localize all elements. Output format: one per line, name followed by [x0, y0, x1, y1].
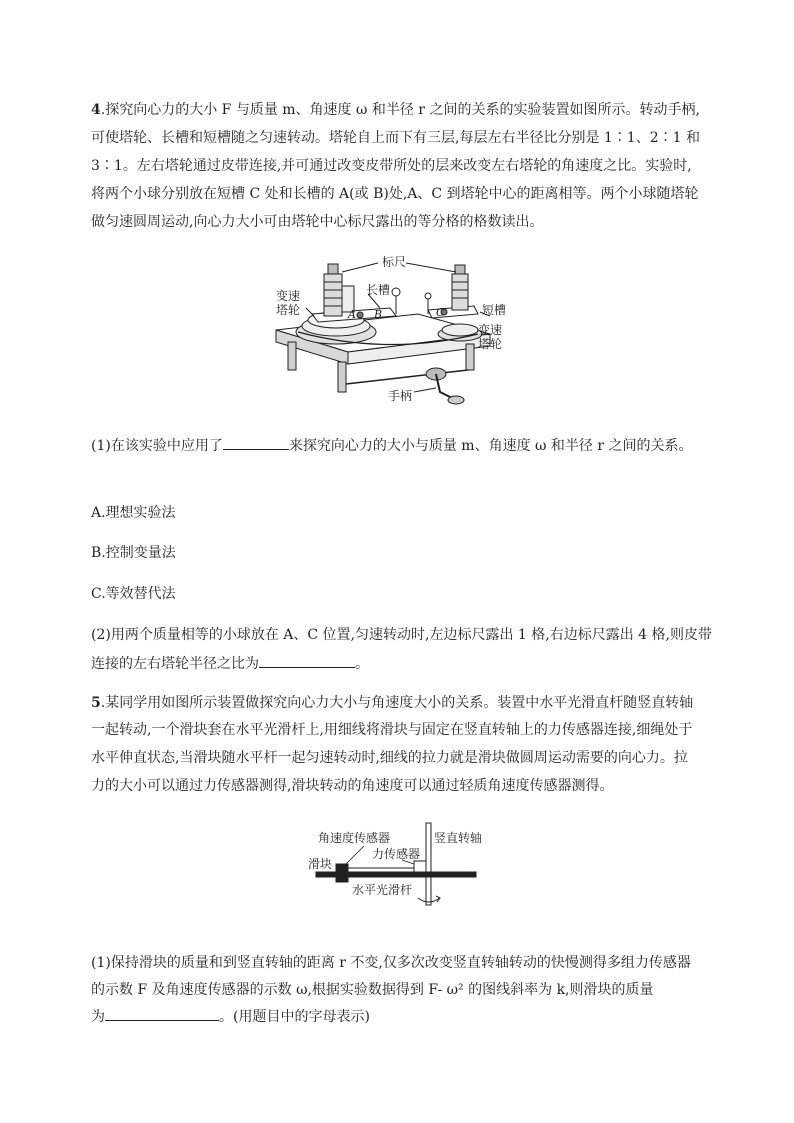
q4-line-3: 3∶1。左右塔轮通过皮带连接,并可通过改变皮带所处的层来改变左右塔轮的角速度之比。实验时,	[91, 158, 692, 174]
q4-sub2-suffix: 。	[355, 656, 369, 672]
label-left-wheel-1: 变速	[276, 289, 301, 303]
q4-sub1	[91, 435, 692, 456]
q4-line-2: 可使塔轮、长槽和短槽随之匀速转动。塔轮自上而下有三层,每层左右半径比分别是 1∶1、2∶1 和	[91, 130, 700, 146]
q4-sub1-answer-blank[interactable]	[223, 435, 289, 450]
q5-sub1-line-2: 的示数 F 及角速度传感器的示数 ω,根据实验数据得到 F- ω² 的图线斜率为 k,则滑块的质量	[91, 982, 654, 998]
q4-sub1-prefix: (1)在该实验中应用了	[91, 438, 223, 454]
q4-number: 4	[91, 102, 101, 118]
q5-sub1-suffix: 。(用题目中的字母表示)	[219, 1009, 370, 1025]
label-angular-sensor: 角速度传感器	[318, 831, 391, 845]
q4-apparatus-figure	[268, 252, 508, 414]
q5-sub1-prefix: 为	[91, 1009, 105, 1025]
q4-option-c: C.等效替代法	[91, 586, 176, 602]
label-b: B	[374, 308, 383, 321]
q5-number: 5	[91, 695, 101, 711]
label-right-wheel-2: 塔轮	[478, 337, 503, 351]
label-rod: 水平光滑杆	[352, 883, 413, 897]
label-vertical-axis: 竖直转轴	[434, 831, 483, 845]
q5-slider-figure	[306, 820, 496, 912]
q4-option-a: A.理想实验法	[91, 505, 176, 521]
q4-line-5: 做匀速圆周运动,向心力大小可由塔轮中心标尺露出的等分格的格数读出。	[91, 214, 544, 230]
q4-sub2-answer-blank[interactable]	[259, 653, 355, 668]
label-right-wheel-1: 变速	[478, 323, 503, 337]
q4-line-1	[91, 100, 700, 120]
q5-line-1	[91, 693, 693, 713]
q5-sub1-line-3	[91, 1006, 370, 1027]
q4-sub2-line-2	[91, 653, 369, 674]
q5-line-3: 水平伸直状态,当滑块随水平杆一起匀速转动时,细线的拉力就是滑块做圆周运动需要的向心力。拉	[91, 750, 688, 766]
label-long-slot: 长槽	[366, 283, 391, 297]
label-c: C	[436, 306, 445, 319]
label-a: A	[348, 308, 356, 321]
q5-text-1: .某同学用如图所示装置做探究向心力大小与角速度大小的关系。装置中水平光滑直杆随竖直转轴	[100, 695, 694, 711]
label-short-slot: 短槽	[482, 303, 507, 317]
label-force-sensor: 力传感器	[372, 847, 421, 861]
q5-line-4: 力的大小可以通过力传感器测得,滑块转动的角速度可以通过轻质角速度传感器测得。	[91, 778, 614, 794]
q4-line-4: 将两个小球分别放在短槽 C 处和长槽的 A(或 B)处,A、C 到塔轮中心的距离相等。两个小球随塔轮	[91, 186, 699, 202]
q5-sub1-answer-blank[interactable]	[105, 1006, 219, 1021]
label-slider: 滑块	[308, 857, 333, 871]
q4-text-1: .探究向心力的大小 F 与质量 m、角速度 ω 和半径 r 之间的关系的实验装置如图所示。转动手柄,	[100, 102, 700, 118]
q4-option-b: B.控制变量法	[91, 545, 176, 561]
label-handle: 手柄	[388, 389, 413, 403]
label-ruler: 标尺	[382, 255, 407, 269]
q4-sub2-prefix: 连接的左右塔轮半径之比为	[91, 656, 259, 672]
q5-sub1-line-1: (1)保持滑块的质量和到竖直转轴的距离 r 不变,仅多次改变竖直转轴转动的快慢测得多组力传感器	[91, 955, 691, 971]
q4-sub1-suffix: 来探究向心力的大小与质量 m、角速度 ω 和半径 r 之间的关系。	[288, 438, 693, 454]
label-left-wheel-2: 塔轮	[276, 303, 301, 317]
q4-sub2-line-1: (2)用两个质量相等的小球放在 A、C 位置,匀速转动时,左边标尺露出 1 格,右边标尺露出 4 格,则皮带	[91, 627, 712, 643]
q5-line-2: 一起转动,一个滑块套在水平光滑杆上,用细线将滑块与固定在竖直转轴上的力传感器连接,细绳处于	[91, 722, 693, 738]
